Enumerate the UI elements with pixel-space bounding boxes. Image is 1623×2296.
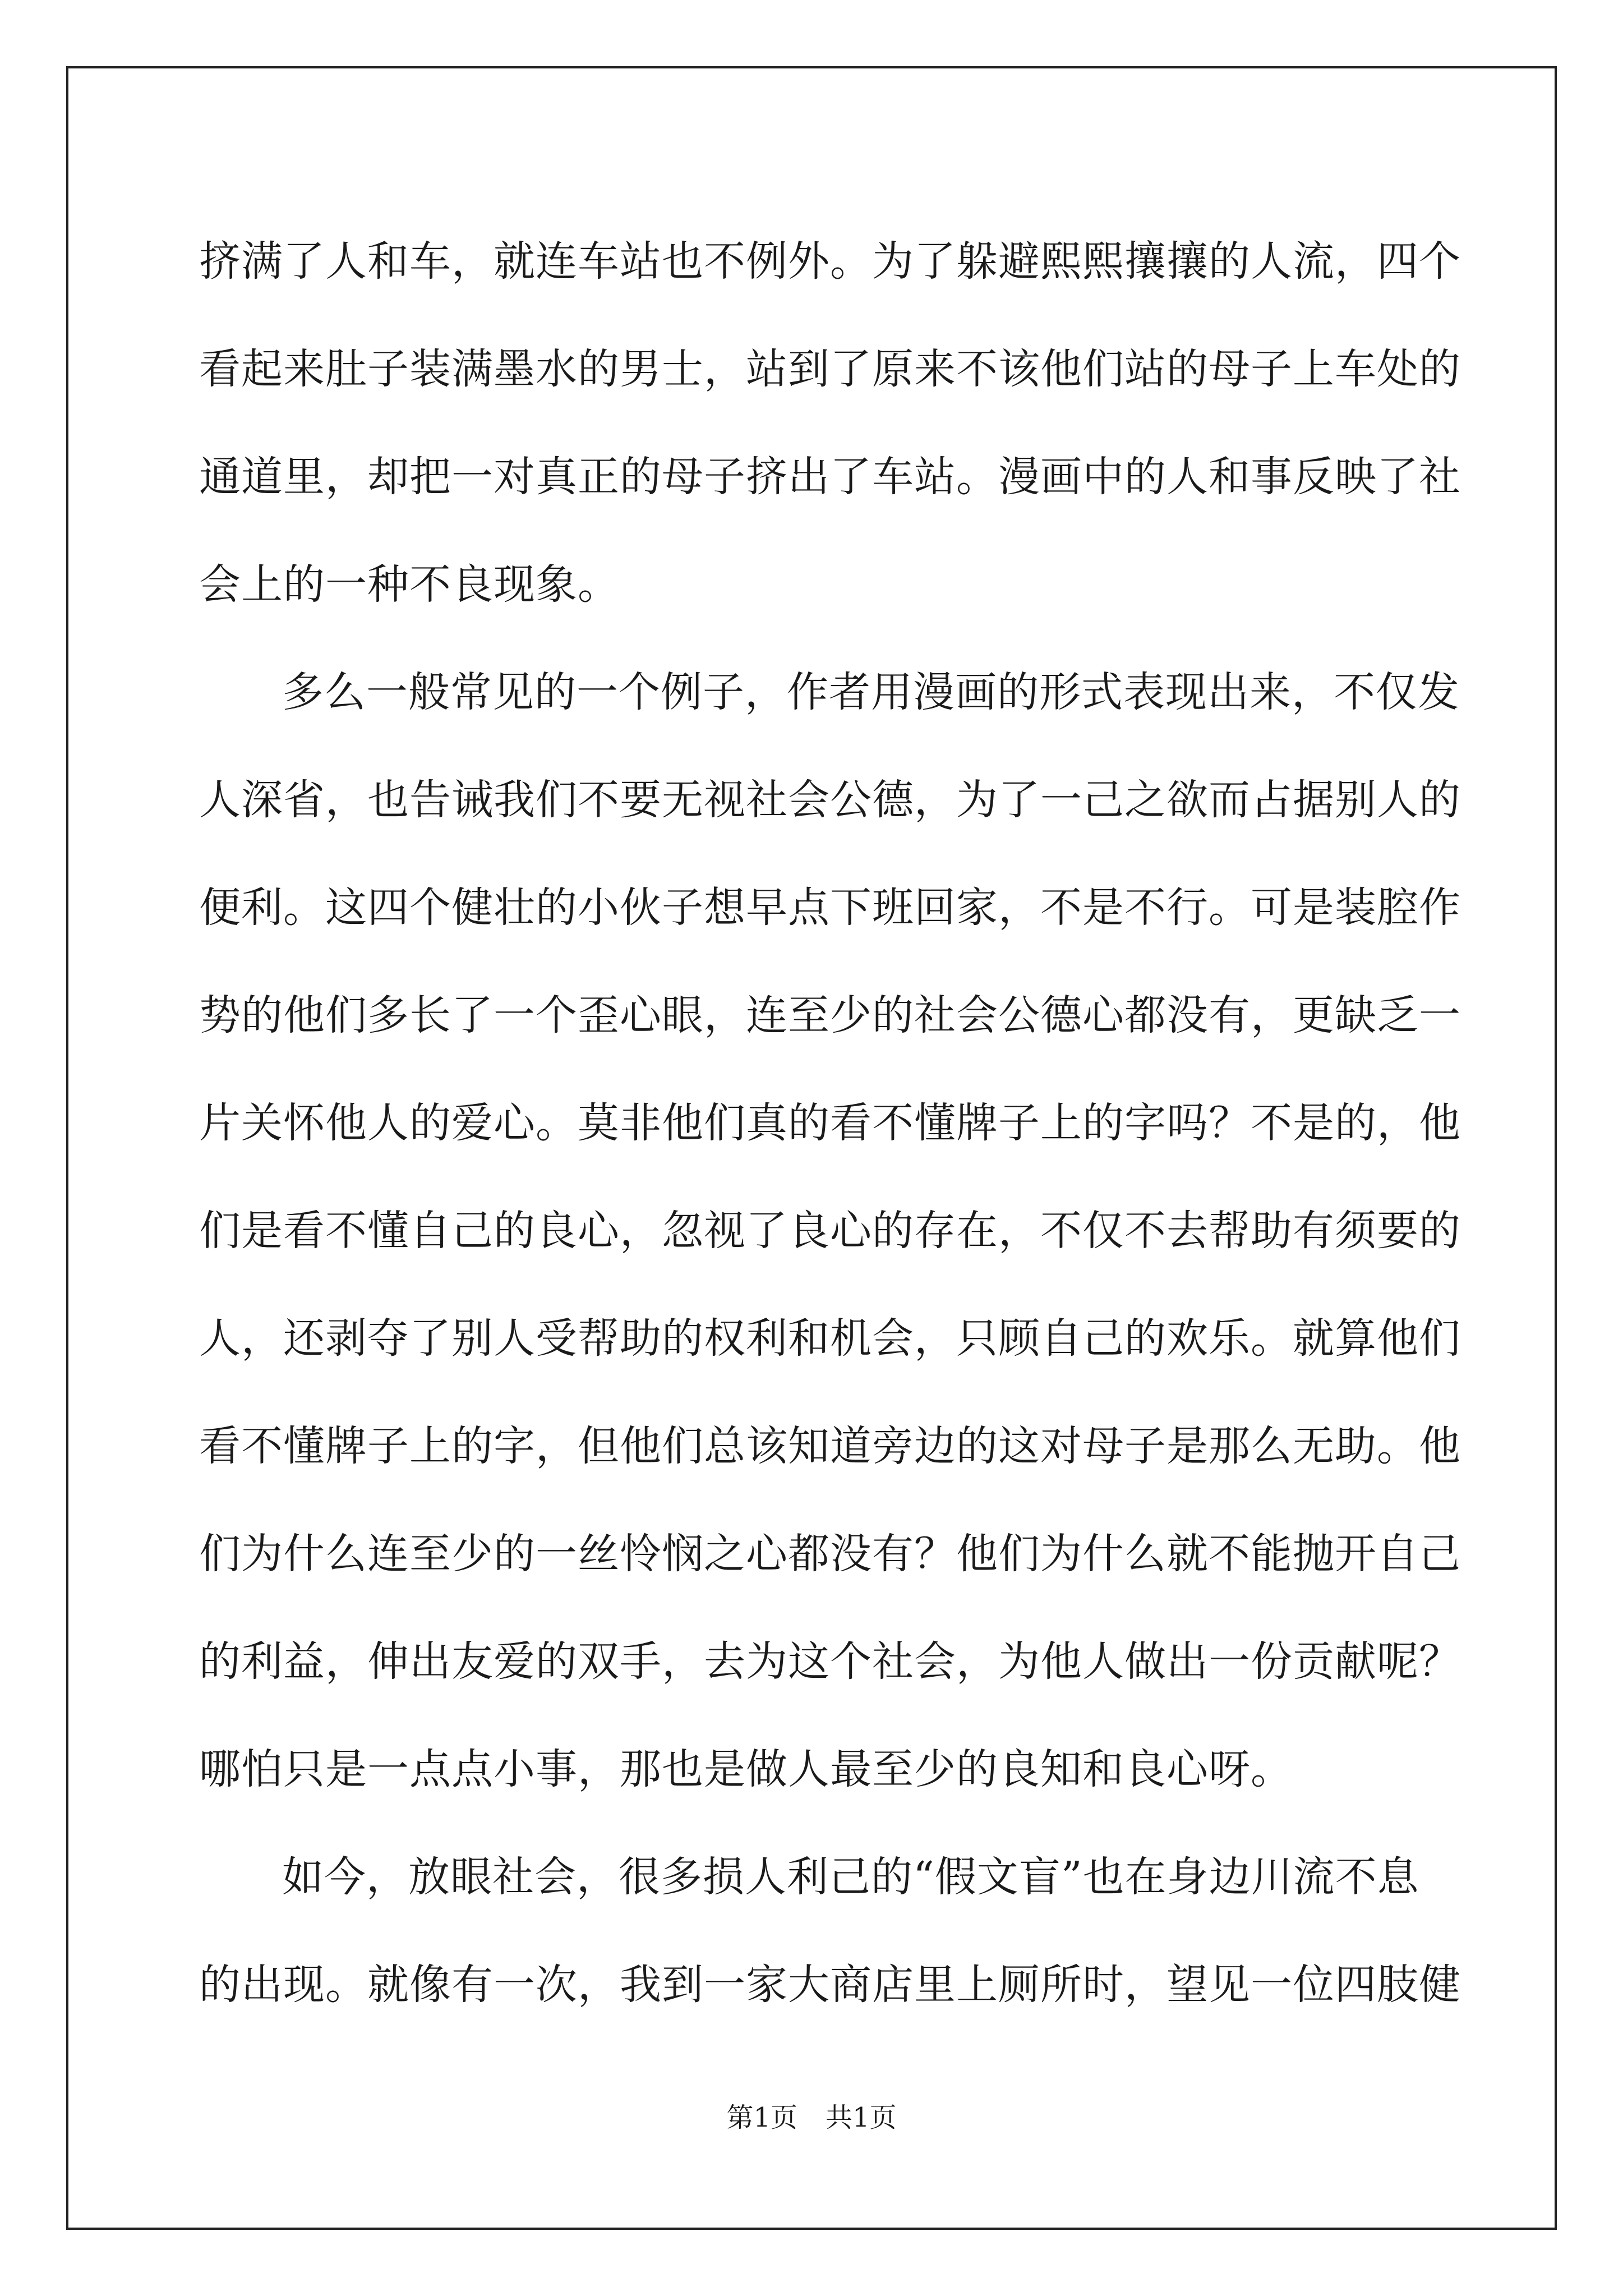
page-total: 共1页: [826, 2102, 897, 2133]
text-line: 的利益，伸出友爱的双手，去为这个社会，为他人做出一份贡献呢？: [199, 1637, 1461, 1686]
text-line: 的出现。就像有一次，我到一家大商店里上厕所时，望见一位四肢健: [199, 1961, 1461, 2009]
text-line: 会上的一种不良现象。: [199, 560, 620, 609]
text-line: 多么一般常见的一个例子，作者用漫画的形式表现出来，不仅发: [282, 668, 1460, 716]
text-line: 人深省，也告诫我们不要无视社会公德，为了一己之欲而占据别人的: [199, 776, 1461, 824]
page-number: 第1页: [726, 2102, 797, 2133]
text-line: 挤满了人和车，就连车站也不例外。为了躲避熙熙攘攘的人流，四个: [199, 237, 1461, 286]
text-line: 人，还剥夺了别人受帮助的权利和机会，只顾自己的欢乐。就算他们: [199, 1314, 1461, 1363]
text-line: 看不懂牌子上的字，但他们总该知道旁边的这对母子是那么无助。他: [199, 1422, 1461, 1470]
text-line: 片关怀他人的爱心。莫非他们真的看不懂牌子上的字吗？不是的，他: [199, 1099, 1461, 1147]
text-line: 便利。这四个健壮的小伙子想早点下班回家，不是不行。可是装腔作: [199, 884, 1461, 932]
text-line: 们为什么连至少的一丝怜悯之心都没有？他们为什么就不能抛开自己: [199, 1530, 1461, 1578]
text-line: 们是看不懂自己的良心，忽视了良心的存在，不仅不去帮助有须要的: [199, 1207, 1461, 1255]
text-line: 哪怕只是一点点小事，那也是做人最至少的良知和良心呀。: [199, 1745, 1293, 1793]
text-line: 如今，放眼社会，很多损人利己的“假文盲”也在身边川流不息: [282, 1853, 1419, 1901]
page-footer: [0, 2101, 1623, 2134]
text-line: 势的他们多长了一个歪心眼，连至少的社会公德心都没有，更缺乏一: [199, 991, 1461, 1039]
text-line: 看起来肚子装满墨水的男士，站到了原来不该他们站的母子上车处的: [199, 345, 1461, 393]
document-body: [199, 208, 1461, 2039]
text-line: 通道里，却把一对真正的母子挤出了车站。漫画中的人和事反映了社: [199, 453, 1461, 501]
